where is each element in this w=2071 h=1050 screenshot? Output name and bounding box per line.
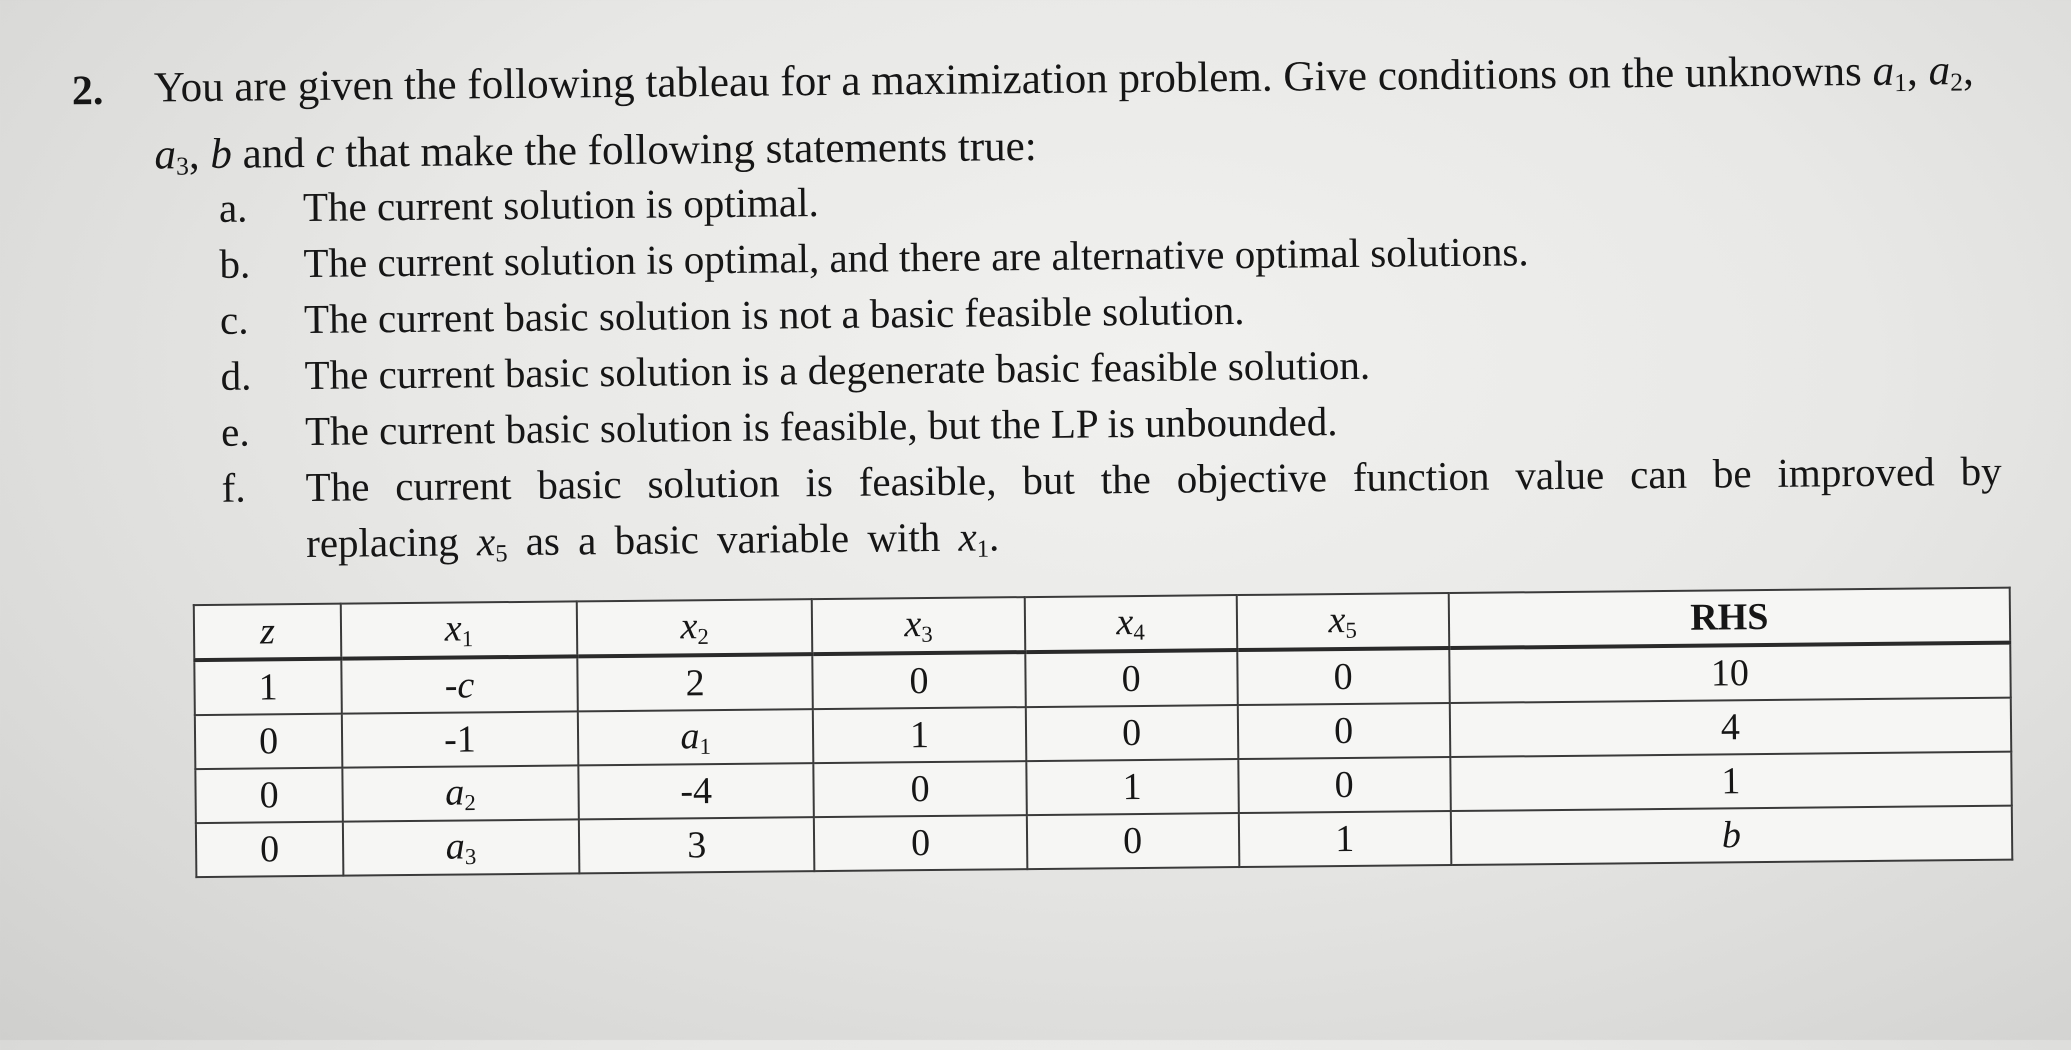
question-number: 2. [71,67,104,115]
separator: , [1906,47,1929,95]
table-cell: -1 [342,711,578,767]
col-header-x1: $x_1$ [341,601,577,658]
table-cell: 0 [1238,757,1451,813]
statement-letter: f. [221,464,246,511]
var-x5: $x_5$ [476,518,508,568]
table-cell: 0 [1237,703,1450,759]
col-header-z: z [194,604,342,660]
statement-list [219,163,2003,585]
prompt-text-before: You are given the following tableau for a maximization problem. Give conditions on the unknowns [153,47,1873,112]
var-c: c [315,130,335,178]
statement-text: The current basic solution is a degenerate basic feasible solution. [304,341,1371,399]
table-cell: 1 [194,659,342,715]
table-cell: 1 [1238,811,1451,867]
col-header-rhs: RHS [1448,588,2010,648]
table-cell: 0 [814,815,1027,871]
table-cell: 1 [813,707,1026,763]
statement-item [221,443,2002,585]
table-cell: 0 [1025,705,1238,761]
var-a2: $a_2$ [1928,47,1964,97]
statement-letter: e. [220,408,250,455]
table-cell: b [1450,806,2012,865]
table-cell: $a_3$ [343,819,579,875]
separator: , [188,131,211,179]
simplex-tableau [193,587,2014,878]
statement-letter: c. [219,296,249,343]
table-cell: 0 [195,714,343,769]
table-cell: 0 [195,768,343,823]
table-cell: 2 [577,654,813,711]
table-cell: 0 [1026,813,1239,869]
separator: , [1962,46,1974,95]
conjunction: and [231,130,316,179]
table-cell: $a_1$ [578,709,814,765]
table-cell: 0 [1025,650,1238,707]
statement-letter: a. [218,184,248,231]
table-cell: 0 [813,652,1026,709]
prompt-text-after: that make the following statements true: [334,123,1037,178]
statement-text: The current solution is optimal. [302,179,819,231]
table-cell: -4 [578,763,814,819]
col-header-x4: $x_4$ [1024,595,1237,652]
table-cell: 4 [1449,698,2011,757]
col-header-x3: $x_3$ [812,597,1025,654]
var-b: b [210,131,233,179]
table-cell: 0 [196,822,344,877]
table-cell: 0 [1237,648,1450,705]
statement-text: The current basic solution is not a basic feasible solution. [303,286,1245,343]
table-cell: 1 [1026,759,1239,815]
table-cell: 10 [1449,643,2011,703]
col-header-x2: $x_2$ [577,599,813,656]
var-x1: $x_1$ [958,513,990,563]
table-cell: $a_2$ [342,765,578,821]
table-cell: 0 [814,761,1027,817]
var-a3: $a_3$ [154,131,190,182]
col-header-x5: $x_5$ [1236,593,1449,650]
table-cell: -c [341,656,577,713]
statement-text: The current solution is optimal, and there are alternative optimal solutions. [303,228,1529,287]
statement-text: The current basic solution is feasible, but the objective function value can be improved by replacing $x_5$ as a basic variable with $x_1$. [305,447,2002,568]
table-cell: 1 [1450,752,2012,811]
statement-letter: d. [220,352,252,399]
statement-text: The current basic solution is feasible, but the LP is unbounded. [304,398,1338,455]
statement-letter: b. [219,240,251,287]
table-cell: 3 [579,817,815,873]
var-a1: $a_1$ [1872,47,1908,98]
